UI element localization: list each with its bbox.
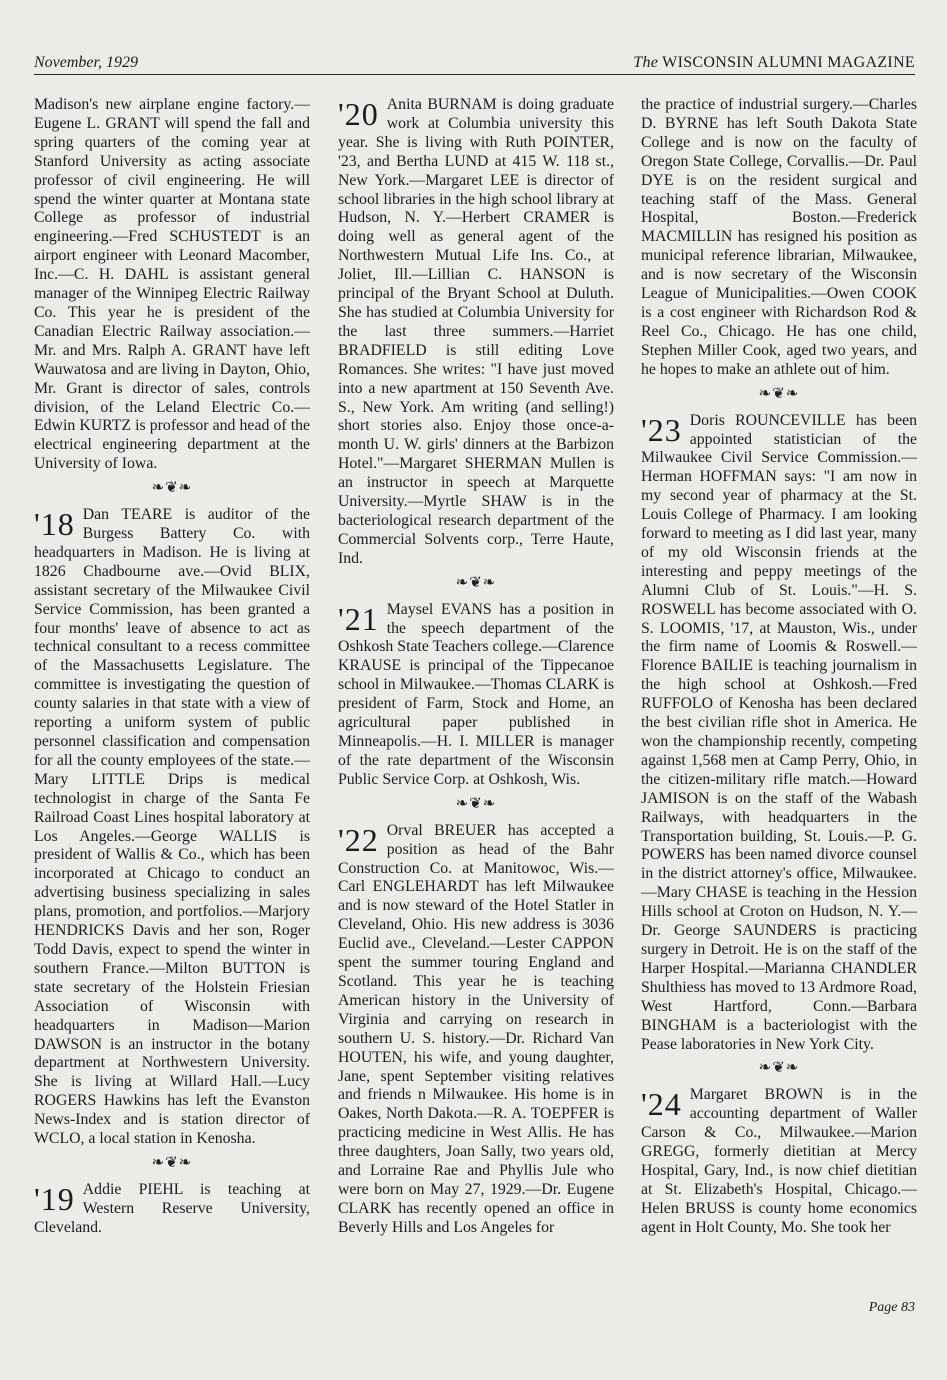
ornament-glyph: ❧❦❧ [758,385,800,402]
ornament-glyph: ❧❦❧ [758,1060,800,1077]
class-year-1924: '24 [641,1086,682,1123]
class-year-1921: '21 [338,600,379,637]
class-year-1922: '22 [338,821,379,858]
class-note-1919 [34,1181,310,1238]
class-year-1923: '23 [641,411,682,448]
class-note-1918-text: Dan TEARE is auditor of the Burgess Battery Co. with headquarters in Madison. He is living at 1826 Chadbourne ave.—Ovid BLIX, assistant secretary of the Milwaukee Civil Service Commission, has been granted a four months' leave of absence to act as technical consultant to a recess committee of the Massachusetts Legislature. The committee is investigating the question of county salaries in that state with a view of reporting a uniform system of public personnel classification and compensation for all the county employees of the state.—Mary LITTLE Drips is medical technologist in charge of the Santa Fe Railroad Coast Lines hospital laboratory at Los Angeles.—George WALLIS is president of Wallis & Co., which has been incorporated at Chicago to conduct an advertising business specializing in sales plans, promotion, and portfolios.—Marjory HENDRICKS Davis and her son, Roger Todd Davis, expect to spend the winter in southern France.—Milton BUTTON is state secretary of the Holstein Friesian Association of Wisconsin with headquarters in Madison—Marion DAWSON is an instructor in the botany department at Northwestern University. She is living at Willard Hall.—Lucy ROGERS Hawkins has left the Evanston News-Index and is station director of WCLO, a local station in Kenosha. [34,506,310,1148]
section-ornament [34,479,310,497]
section-ornament [338,574,614,592]
column-1 [34,96,310,1238]
class-note-1923-text: Doris ROUNCEVILLE has been appointed statistician of the Milwaukee Civil Service Commission.—Herman HOFFMAN says: "I am now in my second year of pharmacy at the St. Louis College of Pharmacy. I am looking forward to meeting as I did last year, many of my old Wisconsin friends at the interesting and peppy meetings of the Alumni Club of St. Louis."—H. S. ROSWELL has become associated with O. S. LOOMIS, '17, at Mauston, Wis., under the firm name of Loomis & Roswell.—Florence BAILIE is teaching journalism in the high school at Oshkosh.—Fred RUFFOLO of Kenosha has been declared the best civilian rifle shot in America. He won the championship recently, competing against 1,568 men at Camp Perry, Ohio, in the citizen-military rifle match.—Howard JAMISON is on the staff of the Wabash Railways, with headquarters in the Transportation building, St. Louis.—P. G. POWERS has been named divorce counsel in the district attorney's office, Milwaukee.—Mary CHASE is teaching in the Hession Hills school at Croton on Hudson, N. Y.—Dr. George SAUNDERS is practicing surgery in Detroit. He is on the staff of the Harper Hospital.—Marianna CHANDLER Shulthiess has moved to 13 Ardmore Road, West Hartford, Conn.—Barbara BINGHAM is a bacteriologist with the Pease laboratories in New York City. [641,411,917,1053]
class-year-1919: '19 [34,1180,75,1217]
section-ornament [641,1059,917,1077]
issue-date: November, 1929 [34,54,138,71]
class-note-1918 [34,506,310,1149]
class-note-1923 [641,412,917,1055]
class-note-1924 [641,1086,917,1237]
class-note-1921-text: Maysel EVANS has a position in the speech department of the Oshkosh State Teachers college.—Clarence KRAUSE is principal of the Tippecanoe school in Milwaukee.—Thomas CLARK is president of Farm, Stock and Home, an agricultural paper published in Minneapolis.—H. I. MILLER is manager of the rate department of the Wisconsin Public Service Corp. at Oshkosh, Wis. [338,600,614,788]
page-number: Page 83 [868,1300,915,1315]
magazine-title-prefix: The [633,54,659,71]
class-note-1920 [338,96,614,569]
ornament-glyph: ❧❦❧ [151,480,193,497]
column-3 [641,96,917,1238]
class-note-1921 [338,601,614,790]
col1-continued-text: Madison's new airplane engine factory.—Eugene L. GRANT will spend the fall and spring quarters of the coming year at Stanford University as acting associate professor of civil engineering. He will spend the winter quarter at Montana state College as professor of industrial engineering.—Fred SCHUSTEDT is an airport engineer with Leonard Macomber, Inc.—C. H. DAHL is assistant general manager of the Winnipeg Electric Railway Co. This year he is president of the Canadian Electric Railway association.—Mr. and Mrs. Ralph A. GRANT have left Wauwatosa and are living in Dayton, Ohio, Mr. Grant is director of sales, controls division, of the Leland Electric Co.—Edwin KURTZ is professor and head of the electrical engineering department at the University of Iowa. [34,96,310,473]
class-note-1922-text: Orval BREUER has accepted a position as head of the Bahr Construction Co. at Manitowoc, Wis.—Carl ENGLEHARDT has left Milwaukee and is now steward of the Hotel Statler in Cleveland, Ohio. His new address is 3036 Euclid ave., Cleveland.—Lester CAPPON spent the summer touring England and Scotland. This year he is teaching American history in the University of Virginia and carrying on research in southern U. S. history.—Dr. Richard Van HOUTEN, his wife, and young daughter, Jane, spent September visiting relatives and friends n Milwaukee. His home is in Oakes, North Dakota.—R. A. TOEPFER is practicing medicine in West Allis. He has three daughters, Joan Sally, two years old, and Lorraine Rae and Phyllis Jule who were born on May 27, 1929.—Dr. Eugene CLARK has recently opened an office in Beverly Hills and Los Angeles for [338,821,614,1236]
class-year-1918: '18 [34,506,75,543]
section-ornament [338,795,614,813]
class-note-1920-text: Anita BURNAM is doing graduate work at Columbia university this year. She is living with Ruth POINTER, '23, and Bertha LUND at 415 W. 118 st., New York.—Margaret LEE is director of school libraries in the high school library at Hudson, N. Y.—Herbert CRAMER is doing well as general agent of the Northwestern Mutual Life Ins. Co., at Joliet, Ill.—Lillian C. HANSON is principal of the Bryant School at Duluth. She has studied at Columbia University for the last three summers.—Harriet BRADFIELD is still editing Love Romances. She writes: "I have just moved into a new apartment at 150 Seventh Ave. S., New York. Am writing (and selling!) short stories also. Enjoy those once-a-month U. W. girls' dinners at the Barbizon Hotel."—Margaret SHERMAN Mullen is an instructor in speech at Marquette University.—Myrtle SHAW is in the bacteriological research department of the Commercial Solvents corp., Terre Haute, Ind. [338,96,614,567]
ornament-glyph: ❧❦❧ [455,574,497,591]
class-note-1922 [338,822,614,1238]
running-header [34,50,915,75]
magazine-title [633,54,915,72]
ornament-glyph: ❧❦❧ [151,1154,193,1171]
col3-continued-text: the practice of industrial surgery.—Charles D. BYRNE has left South Dakota State College and is now on the faculty of Oregon State College, Corvallis.—Dr. Paul DYE is on the resident surgical and teaching staff of the Mass. General Hospital, Boston.—Frederick MACMILLIN has resigned his position as municipal reference librarian, Milwaukee, and is now secretary of the Wisconsin League of Municipalities.—Owen COOK is a cost engineer with Richardson Rod & Reel Co., Chicago. He has one child, Stephen Miller Cook, aged two years, and he hopes to make an athlete out of him. [641,96,917,378]
class-note-1924-text: Margaret BROWN is in the accounting department of Waller Carson & Co., Milwaukee.—Marion GREGG, formerly dietitian at Mercy Hospital, Gary, Ind., is now chief dietitian at St. Elizabeth's Hospital, Chicago.—Helen BRUSS is county home economics agent in Holt County, Mo. She took her [641,1086,917,1236]
ornament-glyph: ❧❦❧ [455,795,497,812]
magazine-title-name: WISCONSIN ALUMNI MAGAZINE [662,54,915,71]
section-ornament [641,385,917,403]
class-year-1920: '20 [338,96,379,132]
class-note-1919-text: Addie PIEHL is teaching at Western Reserve University, Cleveland. [34,1180,310,1236]
section-ornament [34,1154,310,1172]
column-2 [338,96,614,1238]
